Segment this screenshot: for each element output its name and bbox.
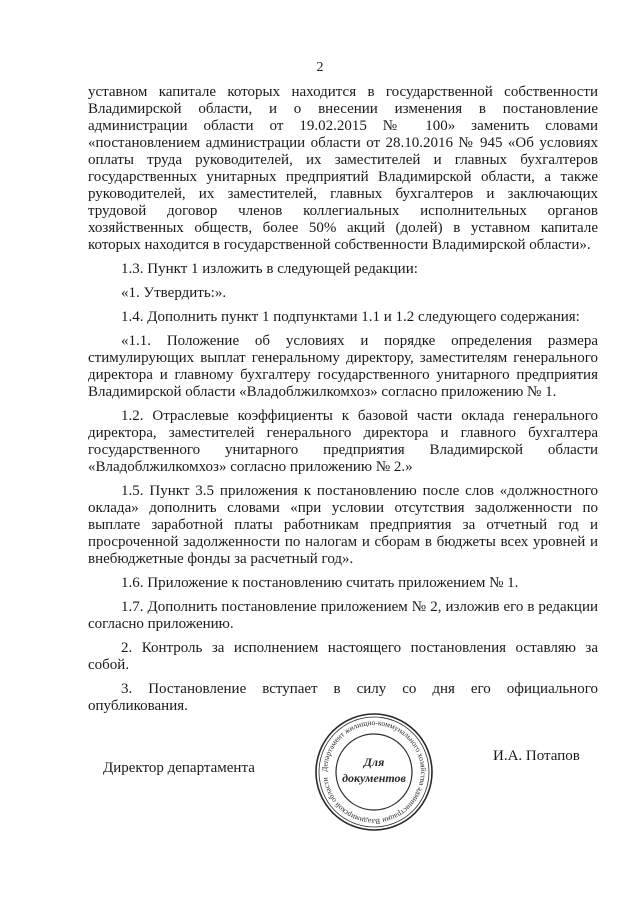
paragraph: 1.4. Дополнить пункт 1 подпунктами 1.1 и 1.2 следующего содержания: bbox=[121, 309, 580, 325]
paragraph: «1. Утвердить:». bbox=[121, 285, 227, 301]
paragraph: «1.1. Положение об условиях и порядке определения размера стимулирующих выплат генеральному директору, заместителям генерального директора и главному бухгалтеру государственного унитарного предприятия Владимирской области «Владоблжилкомхоз» согласно приложению № 1. bbox=[88, 333, 598, 400]
page-number: 2 bbox=[316, 60, 324, 75]
stamp-center-line2: документов bbox=[342, 771, 406, 785]
paragraph: 1.6. Приложение к постановлению считать приложением № 1. bbox=[121, 575, 519, 591]
paragraph: 1.3. Пункт 1 изложить в следующей редакции: bbox=[121, 261, 418, 277]
document-body bbox=[88, 84, 598, 715]
stamp-center-line1: Для bbox=[363, 755, 385, 769]
stamp-ring-text: Департамент жилищно-коммунального хозяйства администрации Владимирской области bbox=[319, 717, 429, 827]
paragraph: 3. Постановление вступает в силу со дня его официального опубликования. bbox=[88, 681, 598, 714]
signatory-name: И.А. Потапов bbox=[493, 748, 580, 764]
signatory-title: Директор департамента bbox=[103, 760, 255, 776]
official-stamp bbox=[312, 710, 436, 834]
paragraph: 2. Контроль за исполнением настоящего постановления оставляю за собой. bbox=[88, 640, 598, 673]
paragraph: 1.7. Дополнить постановление приложением № 2, изложив его в редакции согласно приложению. bbox=[88, 599, 598, 632]
paragraph: 1.5. Пункт 3.5 приложения к постановлению после слов «должностного оклада» дополнить словами «при условии отсутствия задолженности по выплате заработной платы работникам предприятия за отчетный год и просроченной задолженности по налогам и сборам в бюджеты всех уровней и внебюджетные фонды за расчетный год». bbox=[88, 483, 598, 567]
paragraph: 1.2. Отраслевые коэффициенты к базовой части оклада генерального директора, заместителей генерального директора и главного бухгалтера государственного унитарного предприятия Владимирской области «Владоблжилкомхоз» согласно приложению № 2.» bbox=[88, 408, 598, 475]
paragraph: уставном капитале которых находится в государственной собственности Владимирской области, и о внесении изменения в постановление администрации области от 19.02.2015 № 100» заменить словами «постановлением администрации области от 28.10.2016 № 945 «Об условиях оплаты труда руководителей, их заместителей и главных бухгалтеров государственных унитарных предприятий Владимирской области, а также руководителей, их заместителей, главных бухгалтеров и заключающих трудовой договор членов коллегиальных исполнительных органов хозяйственных обществ, более 50% акций (долей) в уставном капитале которых находится в государственной собственности Владимирской области». bbox=[88, 84, 598, 253]
